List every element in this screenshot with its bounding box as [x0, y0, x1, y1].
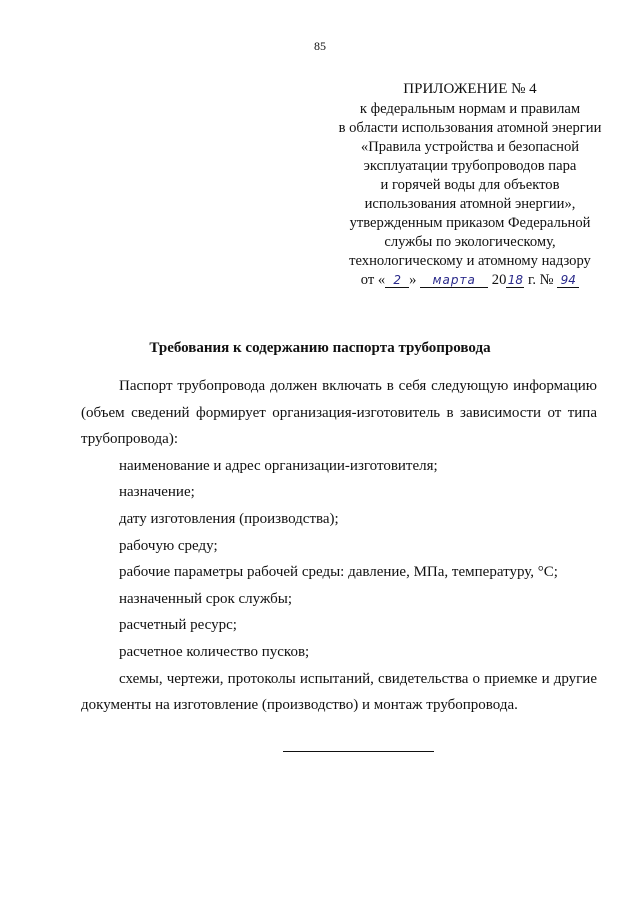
handwritten-month: марта [420, 273, 488, 288]
footer-divider [283, 751, 434, 752]
appendix-line: технологическому и атомному надзору [349, 253, 591, 269]
list-item: наименование и адрес организации-изготовителя; [119, 457, 438, 474]
handwritten-year: 18 [507, 273, 524, 287]
appendix-line: использования атомной энергии», [364, 196, 576, 212]
appendix-line: эксплуатации трубопроводов пара [363, 158, 577, 174]
appendix-line: службы по экологическому, [384, 234, 556, 250]
year-prefix: 20 [491, 272, 507, 288]
appendix-line: «Правила устройства и безопасной [360, 139, 580, 155]
order-date-line [320, 271, 620, 290]
appendix-line: в области использования атомной энергии [338, 120, 602, 136]
list-item: назначенный срок службы; [119, 590, 292, 607]
list-item: расчетный ресурс; [119, 617, 237, 634]
list-item: рабочие параметры рабочей среды: давление, МПа, температуру, °С; [119, 564, 558, 581]
year-label: г. № [528, 272, 554, 288]
list-item: схемы, чертежи, протоколы испытаний, свидетельства о приемке и другие документы на изготовление (производство) и монтаж трубопровода. [81, 670, 597, 714]
body-text [81, 373, 597, 719]
handwritten-order-number: 94 [557, 273, 579, 288]
appendix-header [320, 80, 620, 290]
close-quote: » [409, 272, 417, 288]
section-title: Требования к содержанию паспорта трубопровода [149, 340, 491, 356]
list-item: рабочую среду; [119, 537, 218, 554]
handwritten-day: 2 [385, 273, 409, 288]
appendix-line: и горячей воды для объектов [380, 177, 560, 193]
list-item: расчетное количество пусков; [119, 643, 310, 660]
list-item: назначение; [119, 484, 195, 501]
appendix-line: утвержденным приказом Федеральной [349, 215, 591, 231]
appendix-heading: ПРИЛОЖЕНИЕ № 4 [403, 81, 537, 97]
intro-paragraph: Паспорт трубопровода должен включать в себя следующую информацию (объем сведений формирует организация-изготовитель в зависимости от типа трубопровода): [81, 378, 597, 448]
appendix-line: к федеральным нормам и правилам [359, 101, 581, 117]
page-number: 85 [314, 39, 326, 53]
list-item: дату изготовления (производства); [119, 510, 339, 527]
from-label: от « [360, 272, 386, 288]
